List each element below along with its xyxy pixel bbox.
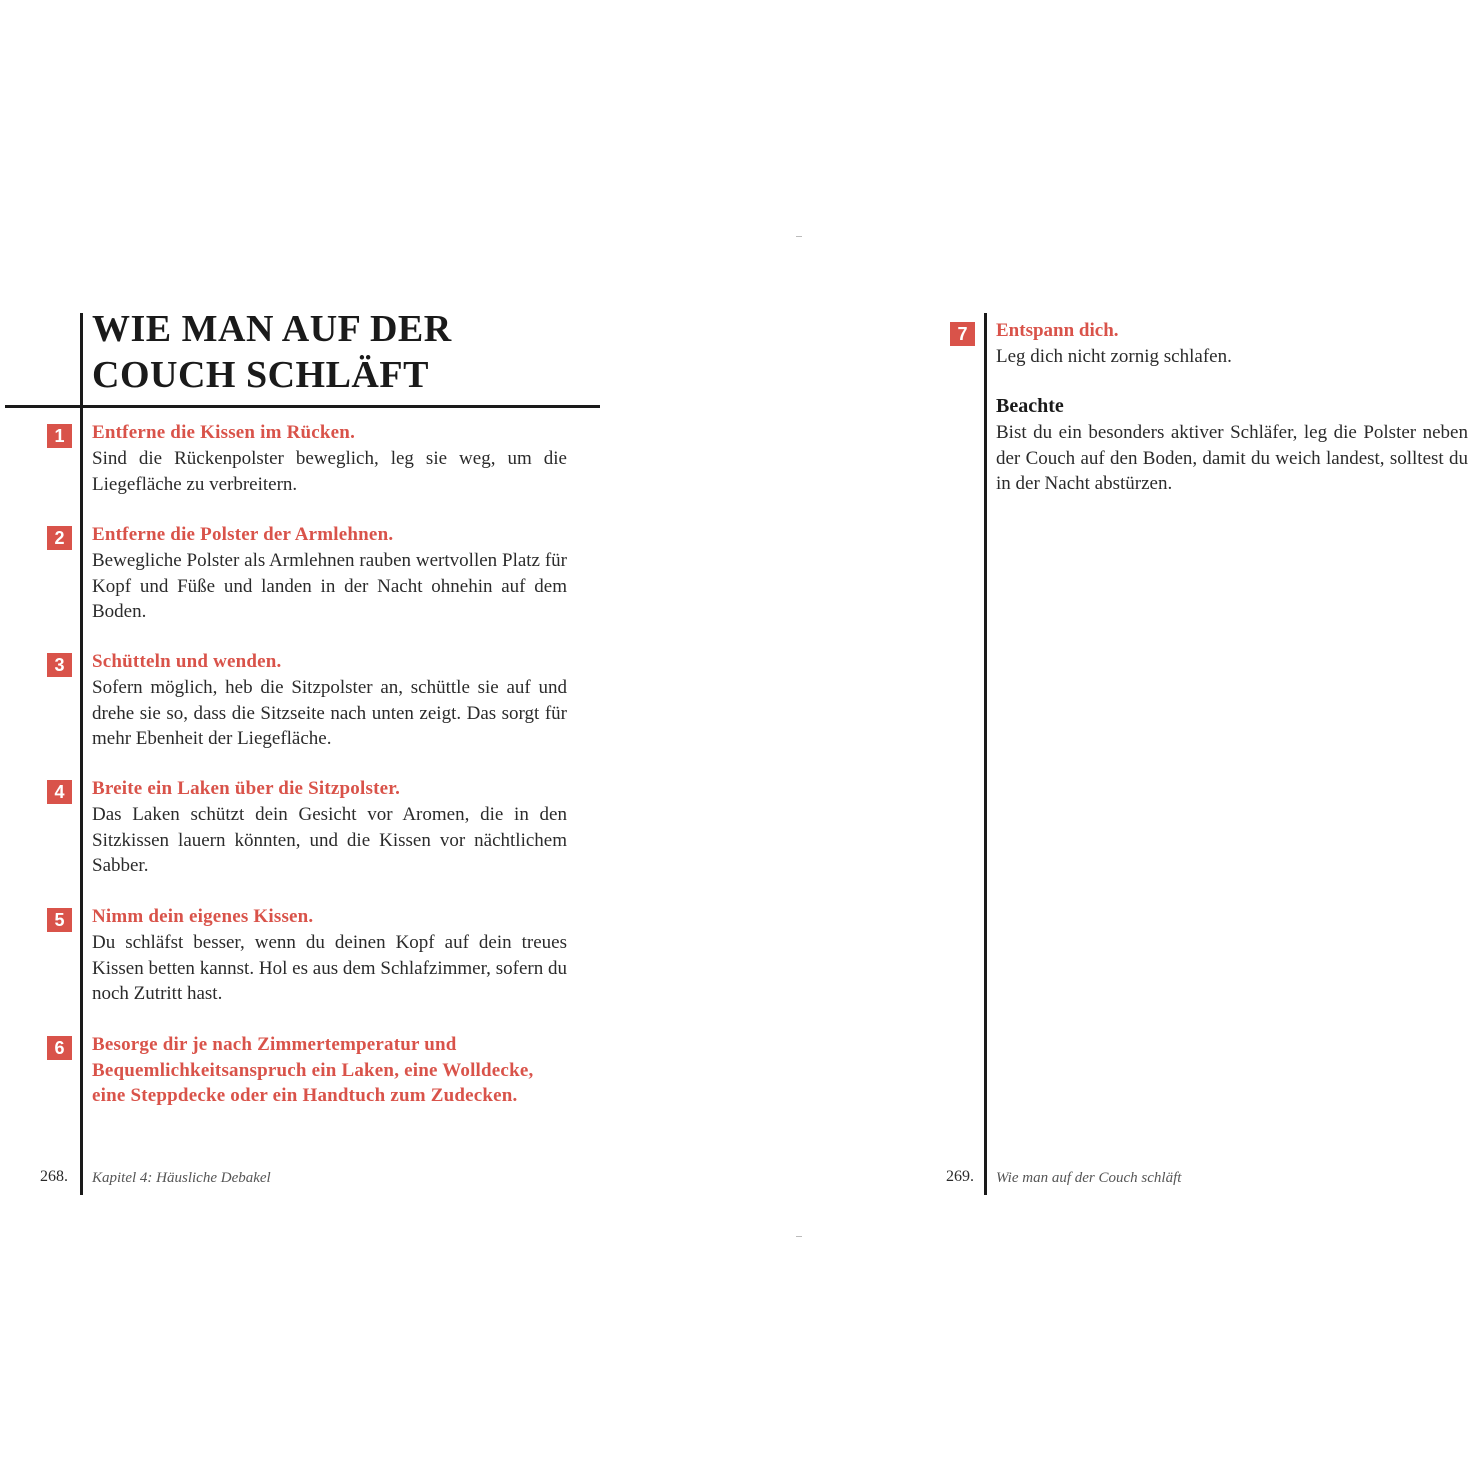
page-title bbox=[92, 306, 612, 398]
right-page bbox=[736, 0, 1473, 1473]
step-number-badge: 5 bbox=[47, 908, 72, 932]
step-number-badge: 4 bbox=[47, 780, 72, 804]
step-heading: Breite ein Laken über die Sitzpolster. bbox=[92, 778, 401, 799]
step-heading: Entferne die Polster der Armlehnen. bbox=[92, 524, 394, 545]
step-number-badge: 6 bbox=[47, 1036, 72, 1060]
left-vertical-rule bbox=[80, 313, 83, 1195]
left-page bbox=[0, 0, 736, 1473]
step-body: Sofern möglich, heb die Sitzpolster an, schüttle sie auf und drehe sie so, dass die Sitzseite nach unten zeigt. Das sorgt für mehr Ebenheit der Liegefläche. bbox=[92, 677, 567, 749]
step-number-badge: 2 bbox=[47, 526, 72, 550]
title-line-2: COUCH SCHLÄFT bbox=[92, 354, 429, 396]
title-line-1: WIE MAN AUF DER bbox=[92, 308, 452, 350]
right-vertical-rule bbox=[984, 313, 987, 1195]
running-footer: Kapitel 4: Häusliche Debakel bbox=[92, 1170, 271, 1186]
note-title: Beachte bbox=[996, 395, 1064, 417]
step-heading: Schütteln und wenden. bbox=[92, 651, 282, 672]
step-number-badge: 7 bbox=[950, 322, 975, 346]
step-body: Du schläfst besser, wenn du deinen Kopf auf dein treues Kissen betten kannst. Hol es aus dem Schlafzimmer, sofern du noch Zutritt hast. bbox=[92, 932, 567, 1004]
step-heading: Entferne die Kissen im Rücken. bbox=[92, 422, 356, 443]
step-heading: Entspann dich. bbox=[996, 320, 1119, 341]
step-number-badge: 1 bbox=[47, 424, 72, 448]
running-footer: Wie man auf der Couch schläft bbox=[996, 1170, 1182, 1186]
step-number-badge: 3 bbox=[47, 653, 72, 677]
step-body: Das Laken schützt dein Gesicht vor Aromen, die in den Sitzkissen lauern könnten, und die Kissen vor nächtlichem Sabber. bbox=[92, 804, 567, 876]
step-body: Leg dich nicht zornig schlafen. bbox=[996, 346, 1232, 367]
step-body: Bewegliche Polster als Armlehnen rauben wertvollen Platz für Kopf und Füße und landen in der Nacht ohnehin auf dem Boden. bbox=[92, 550, 567, 622]
page-number: 268. bbox=[40, 1168, 68, 1185]
step-heading: Besorge dir je nach Zimmertemperatur und Bequemlichkeitsanspruch ein Laken, eine Wolldecke, eine Steppdecke oder ein Handtuch zum Zudecken. bbox=[92, 1034, 534, 1106]
note-body: Bist du ein besonders aktiver Schläfer, leg die Polster neben der Couch auf den Boden, damit du weich landest, solltest du in der Nacht abstürzen. bbox=[996, 422, 1468, 494]
title-underline-rule bbox=[5, 405, 600, 408]
step-heading: Nimm dein eigenes Kissen. bbox=[92, 906, 314, 927]
page-number: 269. bbox=[946, 1168, 974, 1185]
step-body: Sind die Rückenpolster beweglich, leg sie weg, um die Liegefläche zu verbreitern. bbox=[92, 448, 567, 495]
